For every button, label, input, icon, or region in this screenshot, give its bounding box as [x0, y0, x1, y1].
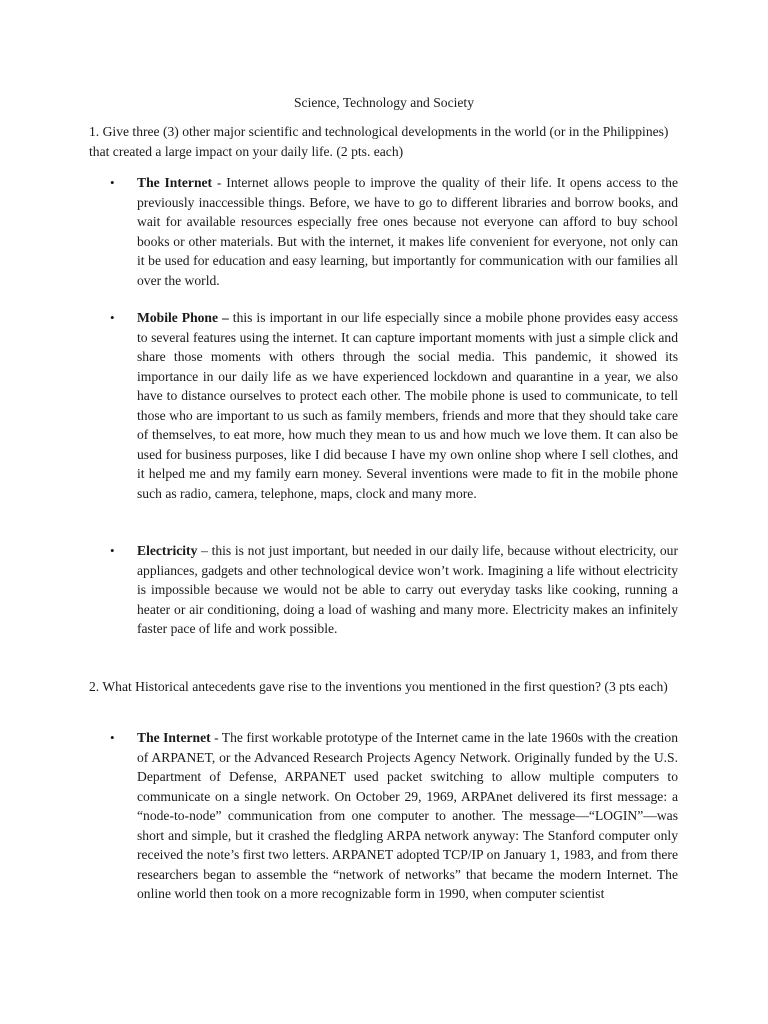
bullet-icon: • [110, 543, 115, 558]
list-item-internet [110, 173, 679, 290]
item-term: The Internet [137, 175, 213, 190]
item-text: – this is not just important, but needed in our daily life, because without electricity, our appliances, gadgets and other technological device won’t work. Imagining a life without electricity is impossible because we would not be able to carry out everyday tasks like cooking, running a heater or air conditioning, doing a load of washing and many more. Electricity makes an infinitely faster pace of life and work possible. [137, 543, 678, 636]
item-text: - The first workable prototype of the Internet came in the late 1960s with the creation of ARPANET, or the Advanced Research Projects Agency Network. Originally funded by the U.S. Department of Defense, ARPANET used packet switching to allow multiple computers to communicate on a single network. On October 29, 1969, ARPAnet delivered its first message: a “node-to-node” communication from one computer to another. The message—“LOGIN”—was short and simple, but it crashed the fledgling ARPA network anyway: The Stanford computer only received the note’s first two letters. ARPANET adopted TCP/IP on January 1, 1983, and from there researchers began to assemble the “network of networks” that became the modern Internet. The online world then took on a more recognizable form in 1990, when computer scientist [137, 730, 679, 901]
bullet-icon: • [110, 730, 115, 745]
question-2: 2. What Historical antecedents gave rise to the inventions you mentioned in the first question? (3 pts each) [89, 679, 668, 694]
bullet-icon: • [110, 310, 115, 325]
list-item-internet-history [110, 728, 679, 904]
bullet-icon: • [110, 175, 115, 190]
item-text: - Internet allows people to improve the quality of their life. It opens access to the previously inaccessible things. Before, we have to go to different libraries and borrow books, and wait for available resources especially free ones because not everyone can afford to buy school books or other materials. But with the internet, it makes life convenient for everyone, not only can it be used for education and easy learning, but importantly for communication with our families all over the world. [137, 175, 679, 288]
question-1: 1. Give three (3) other major scientific and technological developments in the world (or in the Philippines) that created a large impact on your daily life. (2 pts. each) [89, 124, 669, 159]
page-title: Science, Technology and Society [294, 95, 474, 110]
item-term: The Internet [137, 730, 211, 745]
item-term: Electricity [137, 543, 198, 558]
list-item-electricity [110, 541, 678, 639]
item-term: Mobile Phone – [137, 310, 229, 325]
list-item-mobile-phone [110, 308, 679, 503]
item-text: this is important in our life especially since a mobile phone provides easy access to several features using the internet. It can capture important moments with just a simple click and share those moments with others through the social media. This pandemic, it showed its importance in our daily life as we have experienced lockdown and quarantine in a year, we also have to distance ourselves to protect each other. The mobile phone is used to communicate, to tell those who are important to us such as family members, friends and more that they should take care of themselves, to eat more, how much they mean to us and how much we love them. It can also be used for business purposes, like I did because I have my own online shop where I sell clothes, and it helped me and my family earn money. Several inventions were made to fit in the mobile phone such as radio, camera, telephone, maps, clock and many more. [137, 310, 679, 501]
